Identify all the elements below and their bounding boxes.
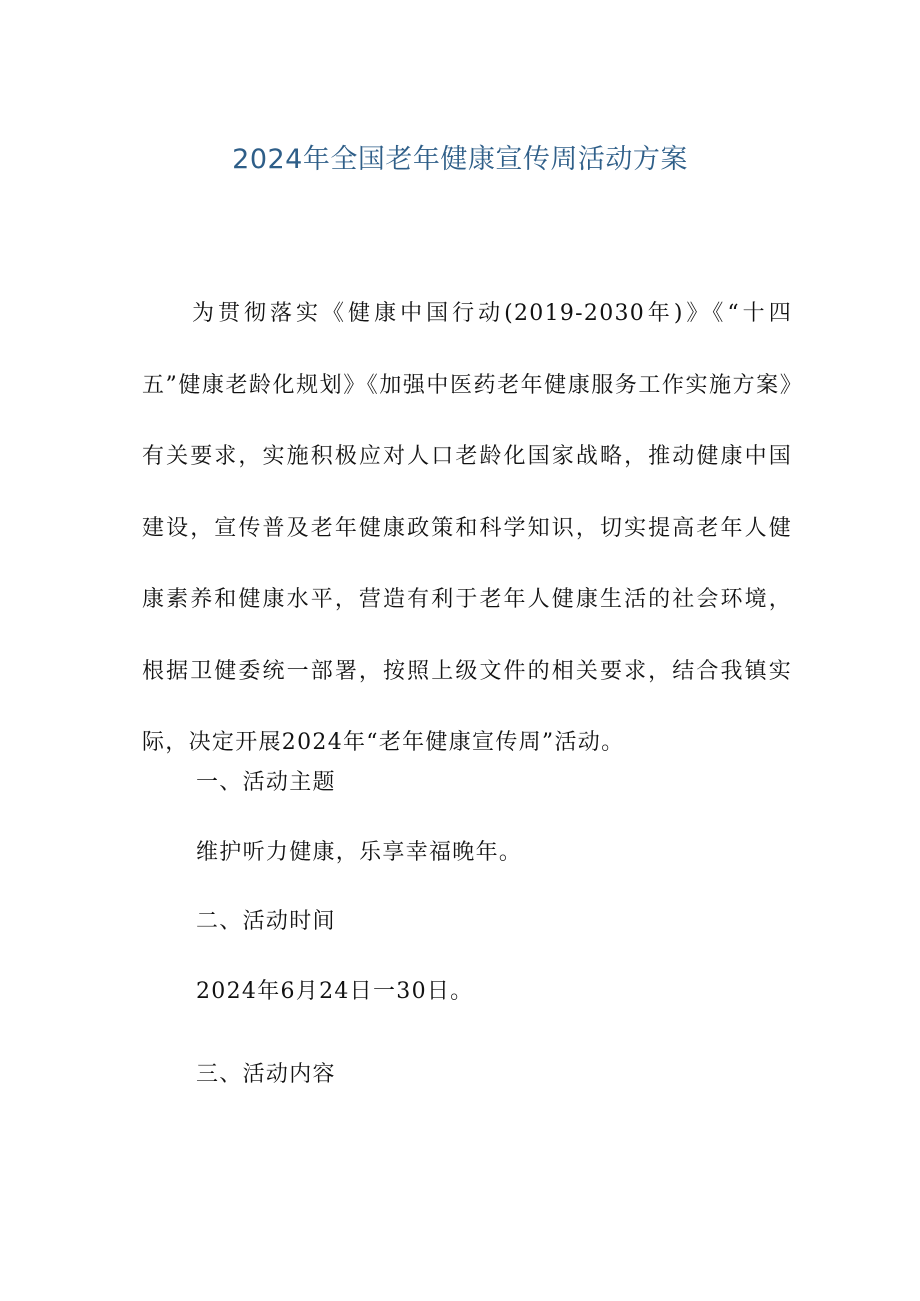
section-heading-content: 三、活动内容	[196, 1062, 336, 1087]
section-content-time: 2024年6月24日一30日。	[196, 979, 474, 1004]
section-heading-theme: 一、活动主题	[196, 770, 336, 795]
section-heading-time: 二、活动时间	[196, 909, 336, 934]
intro-paragraph: 为贯彻落实《健康中国行动(2019-2030年)》《“十四五”健康老龄化规划》《加强中医药老年健康服务工作实施方案》有关要求，实施积极应对人口老龄化国家战略，推动健康中国建设，宣传普及老年健康政策和科学知识，切实提高老年人健康素养和健康水平，营造有利于老年人健康生活的社会环境，根据卫健委统一部署，按照上级文件的相关要求，结合我镇实际，决定开展2024年“老年健康宣传周”活动。	[142, 301, 792, 755]
document-title: 2024年全国老年健康宣传周活动方案	[232, 144, 688, 175]
section-content-theme: 维护听力健康，乐享幸福晚年。	[196, 840, 523, 865]
